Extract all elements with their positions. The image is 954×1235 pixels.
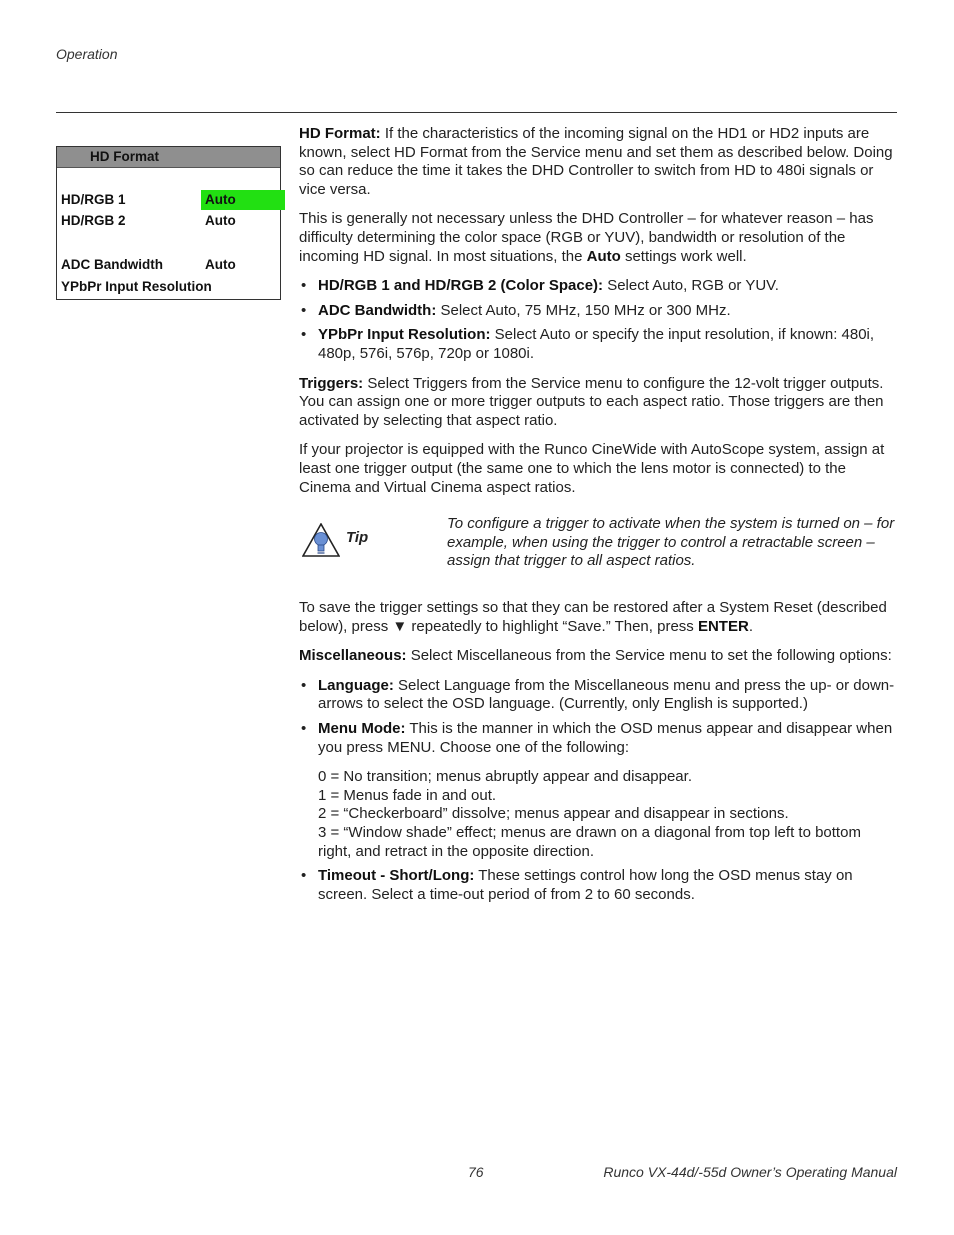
term-auto: Auto	[586, 247, 621, 265]
tip-label: Tip	[346, 529, 369, 547]
bullet-timeout	[299, 867, 897, 904]
osd-row-label: HD/RGB 1	[61, 192, 126, 207]
text: .	[748, 617, 753, 635]
menu-mode-option: 3 = “Window shade” effect; menus are drawn on a diagonal from top left to bottom right, and retract in the opposite direction.	[318, 824, 861, 860]
bullet-menu-mode	[299, 720, 897, 757]
text: Select Triggers from the Service menu to configure the 12-volt trigger outputs. You can assign one or more trigger outputs to each aspect ratio. Those triggers are then activated by selecting that aspect ratio.	[299, 374, 884, 429]
paragraph-miscellaneous	[299, 647, 897, 666]
running-header: Operation	[56, 46, 118, 62]
term: Timeout - Short/Long:	[318, 867, 475, 885]
paragraph-hd-format	[299, 125, 897, 199]
manual-title: Runco VX-44d/-55d Owner’s Operating Manual	[603, 1164, 897, 1180]
text: Select Auto or specify the input resolution, if known: 480i, 480p, 576i, 576p, 720p or 1080i.	[318, 326, 875, 362]
menu-mode-option: 0 = No transition; menus abruptly appear and disappear.	[318, 768, 692, 786]
term: ADC Bandwidth:	[318, 301, 437, 319]
term-miscellaneous: Miscellaneous:	[299, 647, 407, 665]
bullet-color-space	[299, 277, 897, 296]
term: Menu Mode:	[318, 720, 406, 738]
bullet-ypbpr-resolution	[299, 326, 897, 363]
text: To save the trigger settings so that they can be restored after a System Reset (described below), press	[299, 599, 887, 635]
text: Select Auto, 75 MHz, 150 MHz or 300 MHz.	[436, 301, 731, 319]
term-hd-format: HD Format:	[299, 125, 381, 142]
paragraph-save-triggers	[299, 599, 897, 636]
tip-text: To configure a trigger to activate when the system is turned on – for example, when using the trigger to control a retractable screen – assign that trigger to all aspect ratios.	[447, 515, 895, 570]
bullet-mark: •	[301, 301, 307, 319]
bullet-language	[299, 677, 897, 714]
text: settings work well.	[620, 247, 747, 265]
text: repeatedly to highlight “Save.” Then, press	[407, 617, 698, 635]
bullet-mark: •	[301, 277, 307, 295]
text: Select Language from the Miscellaneous menu and press the up- or down-arrows to select the OSD language. (Currently, only English is supported.)	[318, 676, 895, 713]
text: This is generally not necessary unless the DHD Controller – for whatever reason – has difficulty determining the color space (RGB or YUV), bandwidth or resolution of the incoming HD signal. In most situations, the	[299, 210, 874, 265]
text: These settings control how long the OSD menus stay on screen. Select a time-out period of from 2 to 60 seconds.	[318, 867, 853, 903]
term-triggers: Triggers:	[299, 374, 364, 392]
term: Language:	[318, 676, 394, 694]
menu-mode-options	[299, 768, 897, 861]
down-arrow-icon: ▼	[392, 617, 408, 635]
page-number: 76	[468, 1164, 484, 1180]
paragraph-cinewide: If your projector is equipped with the Runco CineWide with AutoScope system, assign at least one trigger output (the same one to which the lens motor is connected) to the Cinema and Virtual Cinema aspect ratios.	[299, 441, 885, 496]
osd-row-label: ADC Bandwidth	[61, 257, 163, 272]
osd-row-adc-bandwidth	[61, 255, 280, 275]
bullet-adc-bandwidth	[299, 302, 897, 321]
term: YPbPr Input Resolution:	[318, 326, 491, 344]
osd-row-label: HD/RGB 2	[61, 213, 126, 228]
header-rule	[56, 112, 897, 113]
bullet-mark: •	[301, 326, 307, 344]
bullet-mark: •	[301, 867, 307, 885]
paragraph-triggers	[299, 375, 897, 431]
paragraph-general	[299, 210, 897, 266]
osd-row-label: YPbPr Input Resolution	[61, 279, 212, 294]
osd-row-ypbpr-input-resolution	[61, 277, 280, 297]
bullet-mark: •	[301, 676, 307, 694]
text: Select Auto, RGB or YUV.	[603, 277, 779, 295]
osd-row-value: Auto	[205, 257, 236, 272]
bullet-mark: •	[301, 720, 307, 738]
term-enter: ENTER	[697, 617, 749, 635]
term: HD/RGB 1 and HD/RGB 2 (Color Space):	[318, 277, 604, 295]
osd-row-value: Auto	[205, 213, 236, 228]
osd-row-hd-rgb-2	[61, 211, 280, 231]
body-text-column	[299, 125, 897, 910]
tip-callout	[299, 515, 897, 579]
osd-hd-format-menu	[56, 146, 281, 300]
text: If the characteristics of the incoming signal on the HD1 or HD2 inputs are known, select HD Format from the Service menu and set them as described below. Doing so can reduce the time it takes the DHD Controller to switch from HD to 480i signals or vice versa.	[299, 125, 893, 198]
text: Select Miscellaneous from the Service menu to set the following options:	[406, 647, 892, 665]
text: This is the manner in which the OSD menus appear and disappear when you press MENU. Choose one of the following:	[318, 720, 893, 756]
menu-mode-option: 2 = “Checkerboard” dissolve; menus appear and disappear in sections.	[318, 805, 789, 823]
osd-menu-title: HD Format	[57, 147, 280, 168]
lightbulb-icon	[302, 523, 340, 557]
osd-row-value-highlighted: Auto	[201, 190, 285, 210]
osd-row-hd-rgb-1	[61, 190, 280, 210]
menu-mode-option: 1 = Menus fade in and out.	[318, 786, 497, 804]
